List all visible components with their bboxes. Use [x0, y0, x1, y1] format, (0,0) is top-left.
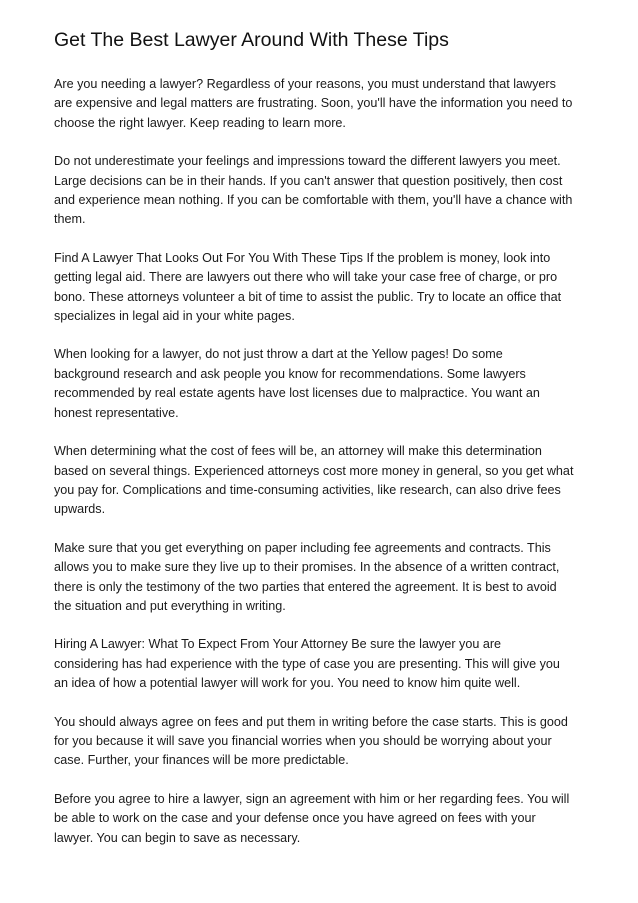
text-line: getting legal aid. There are lawyers out there who will take your case free of charge, or pro — [54, 270, 558, 285]
text-line: Make sure that you get everything on paper including fee agreements and contracts. This — [54, 540, 551, 555]
text-line: recommended by real estate agents have lost licenses due to malpractice. You want an — [54, 386, 540, 401]
text-line: based on several things. Experienced attorneys cost more money in general, so you get what — [54, 463, 574, 478]
text-line: Are you needing a lawyer? Regardless of your reasons, you must understand that lawyers — [54, 77, 556, 91]
text-line: them. — [54, 212, 86, 227]
paragraph — [54, 345, 590, 423]
text-line: an idea of how a potential lawyer will work for you. You need to know him quite well. — [54, 676, 521, 691]
text-line: there is only the testimony of the two parties that entered the agreement. It is best to avoid — [54, 579, 557, 594]
text-line: When looking for a lawyer, do not just throw a dart at the Yellow pages! Do some — [54, 347, 503, 362]
text-line: are expensive and legal matters are frustrating. Soon, you'll have the information you need to — [54, 96, 573, 111]
text-line: lawyer. You can begin to save as necessary. — [54, 830, 301, 845]
paragraph — [54, 635, 590, 693]
text-line: Hiring A Lawyer: What To Expect From Your Attorney Be sure the lawyer you are — [54, 637, 502, 652]
text-line: Large decisions can be in their hands. If you can't answer that question positively, then cost — [54, 173, 563, 188]
paragraph — [54, 539, 590, 617]
paragraph — [54, 442, 590, 520]
document-title: Get The Best Lawyer Around With These Tips — [54, 29, 449, 51]
text-line: be able to work on the case and your defense once you have agreed on fees with your — [54, 811, 536, 826]
document-page — [54, 28, 590, 867]
text-line: case. Further, your finances will be more predictable. — [54, 753, 349, 768]
text-line: Find A Lawyer That Looks Out For You With These Tips If the problem is money, look into — [54, 250, 551, 265]
text-line: honest representative. — [54, 405, 179, 420]
text-line: specializes in legal aid in your white pages. — [54, 309, 295, 324]
text-line: background research and ask people you know for recommendations. Some lawyers — [54, 366, 526, 381]
paragraph — [54, 152, 590, 230]
paragraph — [54, 75, 590, 133]
text-line: upwards. — [54, 502, 106, 517]
text-line: Do not underestimate your feelings and impressions toward the different lawyers you meet. — [54, 154, 561, 169]
text-line: you pay for. Complications and time-consuming activities, like research, can also drive fees — [54, 482, 561, 497]
paragraph — [54, 249, 590, 327]
text-line: allows you to make sure they live up to their promises. In the absence of a written contract, — [54, 560, 560, 575]
text-line: When determining what the cost of fees will be, an attorney will make this determination — [54, 444, 542, 459]
text-line: You should always agree on fees and put them in writing before the case starts. This is good — [54, 714, 568, 729]
text-line: choose the right lawyer. Keep reading to learn more. — [54, 115, 346, 130]
paragraph — [54, 713, 590, 771]
text-line: for you because it will save you financial worries when you should be worrying about your — [54, 733, 552, 748]
text-line: considering has had experience with the type of case you are presenting. This will give you — [54, 656, 560, 671]
text-line: bono. These attorneys volunteer a bit of time to assist the public. Try to locate an office that — [54, 289, 562, 304]
text-line: and experience mean nothing. If you can be comfortable with them, you'll have a chance with — [54, 193, 573, 208]
text-line: Before you agree to hire a lawyer, sign an agreement with him or her regarding fees. You will — [54, 791, 570, 806]
paragraph — [54, 790, 590, 848]
text-line: the situation and put everything in writing. — [54, 598, 286, 613]
